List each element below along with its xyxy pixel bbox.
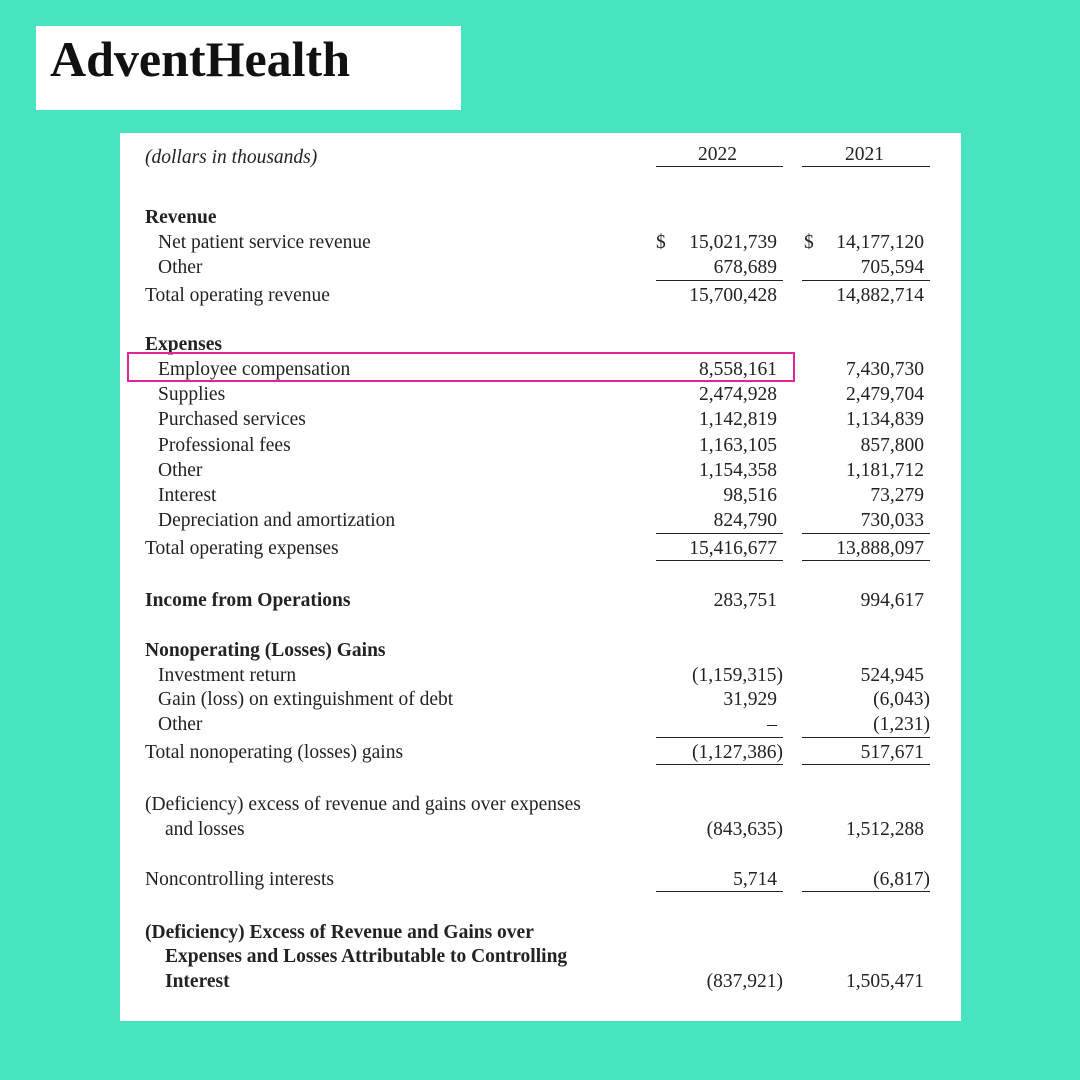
deficiency-label-line2: and losses [165, 819, 245, 840]
value-2022: 31,929 [723, 689, 777, 710]
value-2022: 1,154,358 [699, 460, 777, 481]
total-label: Total operating expenses [145, 538, 339, 559]
value-2021: 705,594 [860, 257, 924, 278]
row-label: Depreciation and amortization [158, 510, 396, 531]
row-label: Interest [158, 485, 217, 506]
row-label: Other [158, 460, 203, 481]
section-heading-expenses: Expenses [145, 334, 222, 355]
subtotal-rule [656, 533, 783, 534]
value-2021: 1,181,712 [846, 460, 924, 481]
value-2022: 8,558,161 [699, 359, 777, 380]
value-2021: 1,134,839 [846, 409, 924, 430]
total-rule [802, 764, 930, 765]
value-2021: 14,177,120 [836, 232, 924, 253]
value-2022: – [767, 714, 777, 735]
subtotal-rule [802, 280, 930, 281]
subtotal-rule [656, 280, 783, 281]
total-2021: 14,882,714 [836, 285, 924, 306]
total-rule [802, 560, 930, 561]
header-rule-2022 [656, 166, 783, 167]
section-heading-nonoperating: Nonoperating (Losses) Gains [145, 640, 386, 661]
value-2021: 857,800 [860, 435, 924, 456]
currency-symbol: $ [804, 232, 814, 253]
value-2022: 1,142,819 [699, 409, 777, 430]
row-label: Supplies [158, 384, 226, 405]
controlling-label-line1: (Deficiency) Excess of Revenue and Gains over [145, 922, 534, 943]
units-note: (dollars in thousands) [145, 147, 318, 168]
header-rule-2021 [802, 166, 930, 167]
value-2021: 73,279 [870, 485, 924, 506]
subtotal-rule [802, 533, 930, 534]
column-header-2021: 2021 [845, 144, 884, 165]
value-2021: 524,945 [860, 665, 924, 686]
row-label: Other [158, 714, 203, 735]
value-2021: 1,505,471 [846, 971, 924, 992]
subtotal-rule [656, 737, 783, 738]
column-header-2022: 2022 [698, 144, 737, 165]
controlling-label-line3: Interest [165, 971, 230, 992]
row-label: Professional fees [158, 435, 291, 456]
subtotal-rule [802, 737, 930, 738]
total-2022: (1,127,386) [692, 742, 783, 763]
value-2022: 98,516 [723, 485, 777, 506]
value-2022: 5,714 [733, 869, 777, 890]
value-2022: (843,635) [706, 819, 783, 840]
value-2021: 2,479,704 [846, 384, 924, 405]
row-label: Investment return [158, 665, 297, 686]
value-2022: 15,021,739 [689, 232, 777, 253]
brand-logo-text: AdventHealth [50, 31, 350, 87]
total-2021: 13,888,097 [836, 538, 924, 559]
section-heading-revenue: Revenue [145, 207, 217, 228]
total-rule [656, 764, 783, 765]
value-2021: (1,231) [873, 714, 930, 735]
subtotal-rule [656, 891, 783, 892]
controlling-label-line2: Expenses and Losses Attributable to Controlling [165, 946, 568, 967]
row-label: Gain (loss) on extinguishment of debt [158, 689, 454, 710]
total-2021: 517,671 [860, 742, 924, 763]
value-2022: 1,163,105 [699, 435, 777, 456]
total-label: Total nonoperating (losses) gains [145, 742, 404, 763]
income-from-operations-label: Income from Operations [145, 590, 351, 611]
value-2021: 7,430,730 [846, 359, 924, 380]
currency-symbol: $ [656, 232, 666, 253]
total-label: Total operating revenue [145, 285, 330, 306]
value-2022: 2,474,928 [699, 384, 777, 405]
value-2021: 1,512,288 [846, 819, 924, 840]
row-label: Employee compensation [158, 359, 351, 380]
row-label: Net patient service revenue [158, 232, 371, 253]
row-label: Other [158, 257, 203, 278]
value-2022: (837,921) [706, 971, 783, 992]
total-2022: 15,416,677 [689, 538, 777, 559]
total-2022: 15,700,428 [689, 285, 777, 306]
value-2022: (1,159,315) [692, 665, 783, 686]
financial-statement [120, 133, 961, 1021]
row-label: Purchased services [158, 409, 306, 430]
noncontrolling-label: Noncontrolling interests [145, 869, 335, 890]
value-2022: 283,751 [713, 590, 777, 611]
value-2021: 994,617 [860, 590, 924, 611]
deficiency-label-line1: (Deficiency) excess of revenue and gains over expenses [145, 794, 581, 815]
brand-banner [36, 26, 461, 110]
value-2021: (6,817) [873, 869, 930, 890]
value-2022: 824,790 [713, 510, 777, 531]
subtotal-rule [802, 891, 930, 892]
value-2021: 730,033 [860, 510, 924, 531]
value-2022: 678,689 [713, 257, 777, 278]
value-2021: (6,043) [873, 689, 930, 710]
total-rule [656, 560, 783, 561]
